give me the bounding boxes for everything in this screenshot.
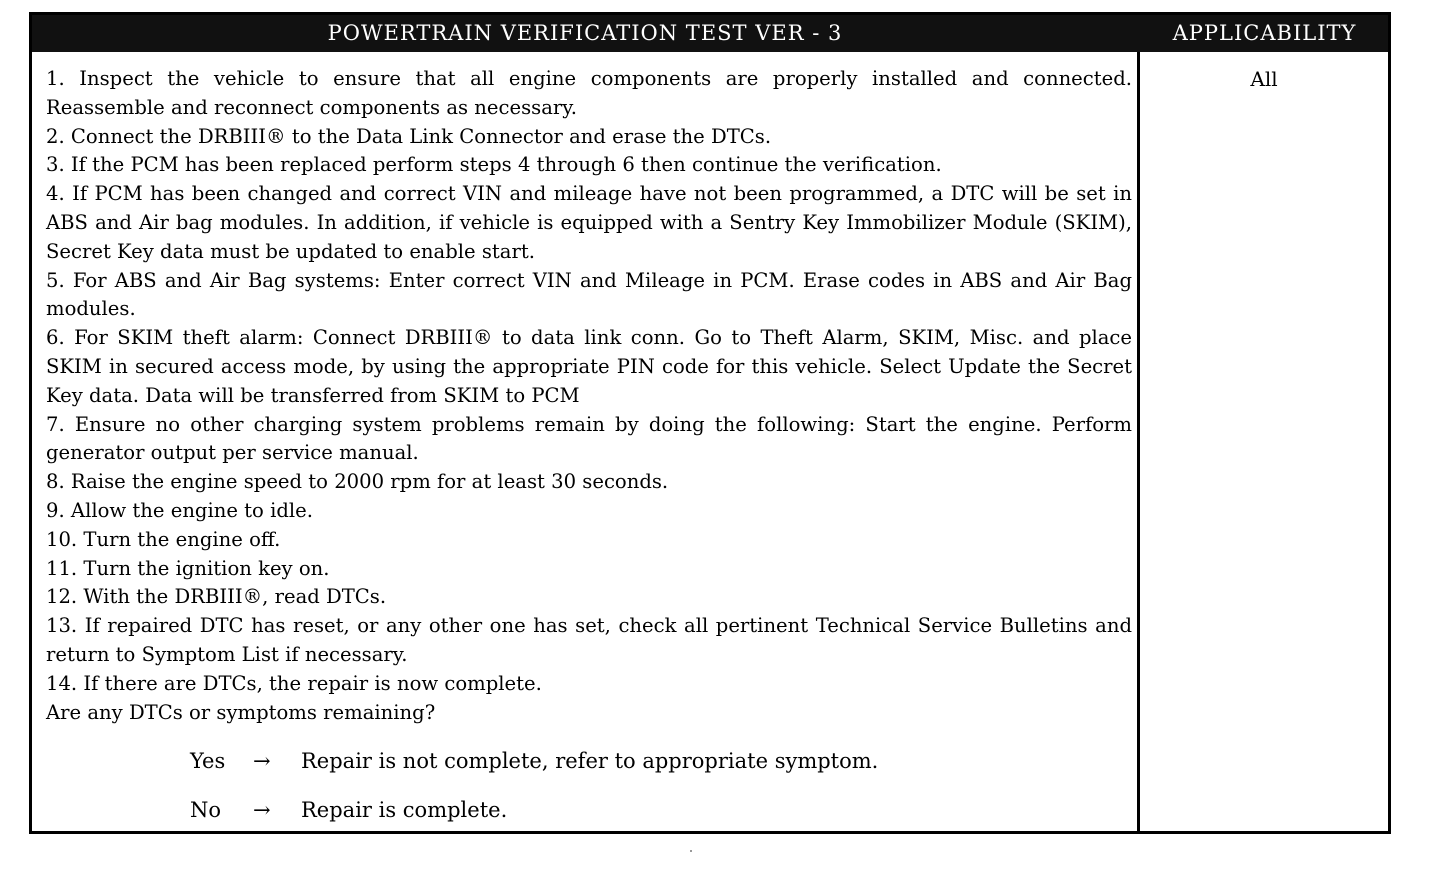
scan-speck bbox=[690, 850, 692, 852]
answer-yes bbox=[46, 747, 1132, 796]
step-14: 14. If there are DTCs, the repair is now complete. bbox=[46, 671, 542, 695]
step-11: 11. Turn the ignition key on. bbox=[46, 556, 330, 580]
answer-no-result: Repair is complete. bbox=[301, 798, 508, 823]
answer-no bbox=[46, 796, 1132, 845]
verification-test-table bbox=[29, 12, 1391, 834]
step-6: 6. For SKIM theft alarm: Connect DRBIII® to data link conn. Go to Theft Alarm, SKIM, Misc. and place SKIM in secured access mode, by using the appropriate PIN code for this vehicle. Select Update the Secret Key data. Data will be transferred from SKIM to PCM bbox=[46, 326, 1132, 407]
step-5: 5. For ABS and Air Bag systems: Enter correct VIN and Mileage in PCM. Erase codes in ABS and Air Bag modules. bbox=[46, 268, 1132, 321]
step-7: 7. Ensure no other charging system problems remain by doing the following: Start the engine. Perform generator output per service manual. bbox=[46, 412, 1132, 465]
step-8: 8. Raise the engine speed to 2000 rpm for at least 30 seconds. bbox=[46, 470, 669, 494]
step-4: 4. If PCM has been changed and correct VIN and mileage have not been programmed, a DTC will be set in ABS and Air bag modules. In addition, if vehicle is equipped with a Sentry Key Immobilizer Module (SKIM), Secret Key data must be updated to enable start. bbox=[46, 182, 1132, 263]
step-12: 12. With the DRBIII®, read DTCs. bbox=[46, 585, 387, 609]
step-3: 3. If the PCM has been replaced perform steps 4 through 6 then continue the verification. bbox=[46, 153, 942, 177]
question: Are any DTCs or symptoms remaining? bbox=[46, 700, 436, 724]
answer-no-label: No bbox=[190, 798, 222, 823]
answer-list bbox=[46, 747, 1132, 845]
answer-yes-label: Yes bbox=[190, 749, 226, 774]
table-header bbox=[32, 15, 1388, 52]
column-divider bbox=[1137, 52, 1140, 831]
test-title: POWERTRAIN VERIFICATION TEST VER - 3 bbox=[327, 21, 843, 45]
step-13: 13. If repaired DTC has reset, or any other one has set, check all pertinent Technical Service Bulletins and return to Symptom List if necessary. bbox=[46, 614, 1132, 666]
step-10: 10. Turn the engine off. bbox=[46, 527, 281, 551]
applicability-value: All bbox=[1250, 67, 1278, 91]
answer-yes-result: Repair is not complete, refer to appropriate symptom. bbox=[301, 749, 879, 774]
step-1: 1. Inspect the vehicle to ensure that all engine components are properly installed and connected. Reassemble and reconnect components as necessary. bbox=[46, 67, 1132, 119]
arrow-right-icon: → bbox=[253, 798, 271, 823]
step-9: 9. Allow the engine to idle. bbox=[46, 498, 313, 522]
applicability-header: APPLICABILITY bbox=[1172, 21, 1357, 45]
procedure-steps bbox=[46, 65, 1132, 845]
arrow-right-icon: → bbox=[253, 749, 271, 774]
step-2: 2. Connect the DRBIII® to the Data Link Connector and erase the DTCs. bbox=[46, 124, 772, 148]
